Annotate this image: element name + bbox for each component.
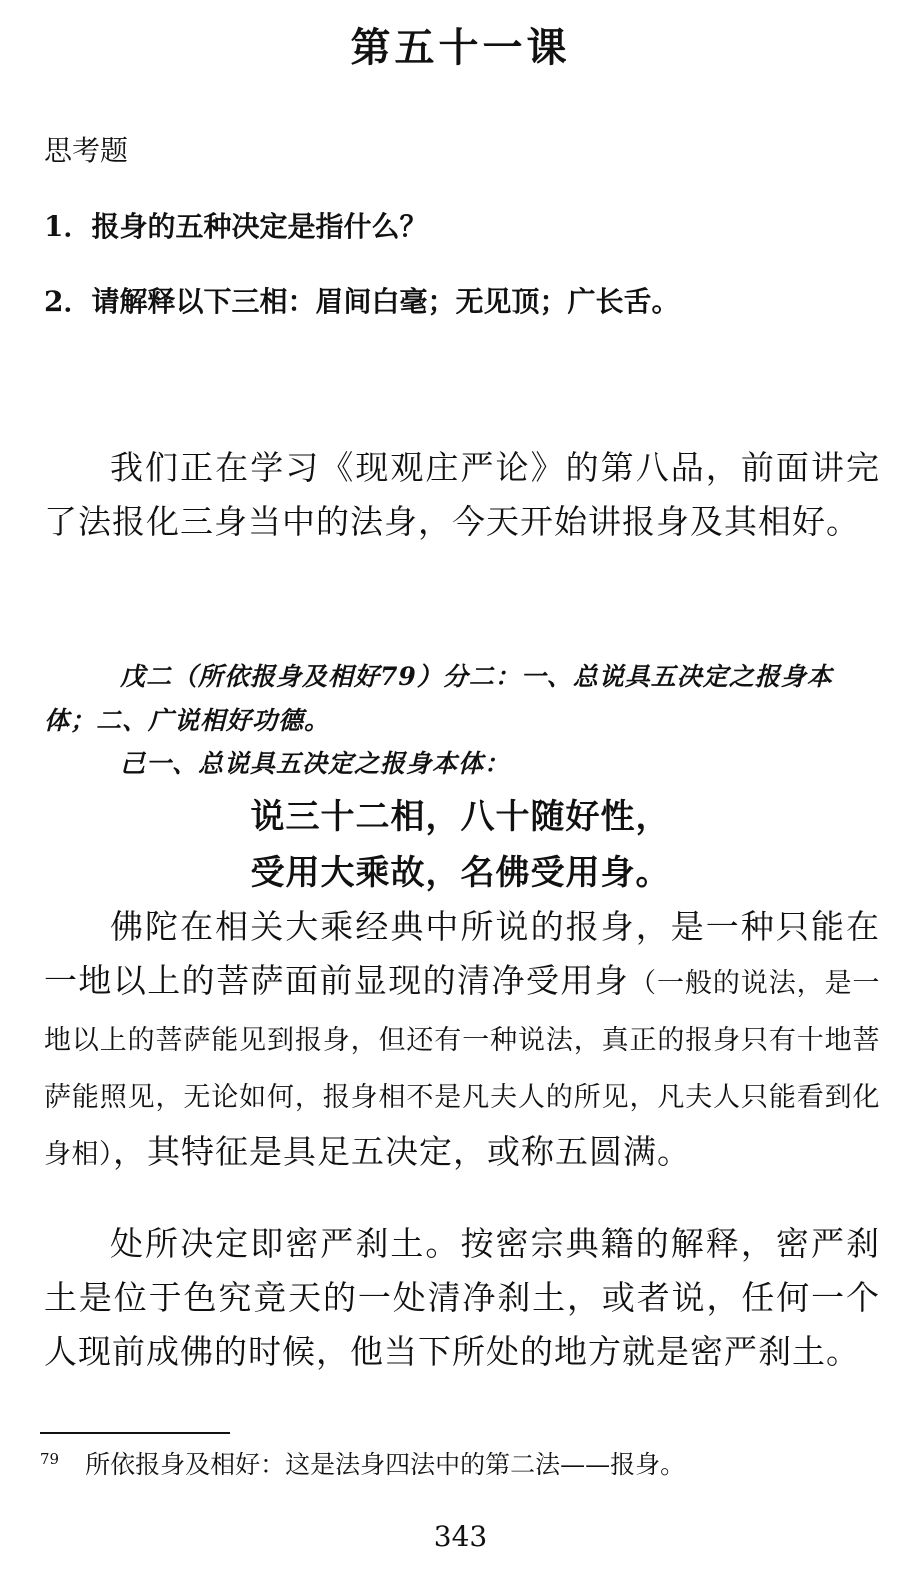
outline-heading-2: 己一、总说具五决定之报身本体： [120,749,511,778]
question-2: 2．请解释以下三相：眉间白毫；无见顶；广长舌。 [44,285,680,318]
footnote [40,1448,685,1482]
page-number: 343 [433,1520,488,1553]
verse-line-2: 受用大乘故，名佛受用身。 [250,853,671,893]
questions-heading: 思考题 [44,134,129,167]
footnote-marker: 79 [40,1450,60,1468]
lesson-title: 第五十一课 [350,24,571,71]
body-paragraph-2: 处所决定即密严刹土。按密宗典籍的解释，密严刹土是位于色究竟天的一处清净刹土，或者说，任何一个人现前成佛的时候，他当下所处的地方就是密严刹土。 [44,1224,880,1371]
outline-heading-1: 戊二（所依报身及相好79）分二：一、总说具五决定之报身本体；二、广说相好功德。 [44,662,833,735]
body-paragraph-1 [44,900,880,1182]
body-paragraph-1-text-b: ，其特征是具足五决定，或称五圆满。 [113,1132,691,1171]
footnote-text: 所依报身及相好：这是法身四法中的第二法——报身。 [85,1450,686,1479]
footnote-divider [40,1432,230,1434]
parenthetical-note: （一般的说法，是一地以上的菩萨能见到报身，但还有一种说法，真正的报身只有十地菩萨能照见，无论如何，报身相不是凡夫人的所见，凡夫人只能看到化身相） [44,968,881,1170]
question-1: 1．报身的五种决定是指什么？ [44,210,428,243]
intro-paragraph: 我们正在学习《现观庄严论》的第八品，前面讲完了法报化三身当中的法身，今天开始讲报身及其相好。 [44,448,880,541]
body-paragraph-1-text-a: 佛陀在相关大乘经典中所说的报身，是一种只能在一地以上的菩萨面前显现的清净受用身 [44,907,880,1000]
verse-line-1: 说三十二相，八十随好性， [250,797,671,837]
